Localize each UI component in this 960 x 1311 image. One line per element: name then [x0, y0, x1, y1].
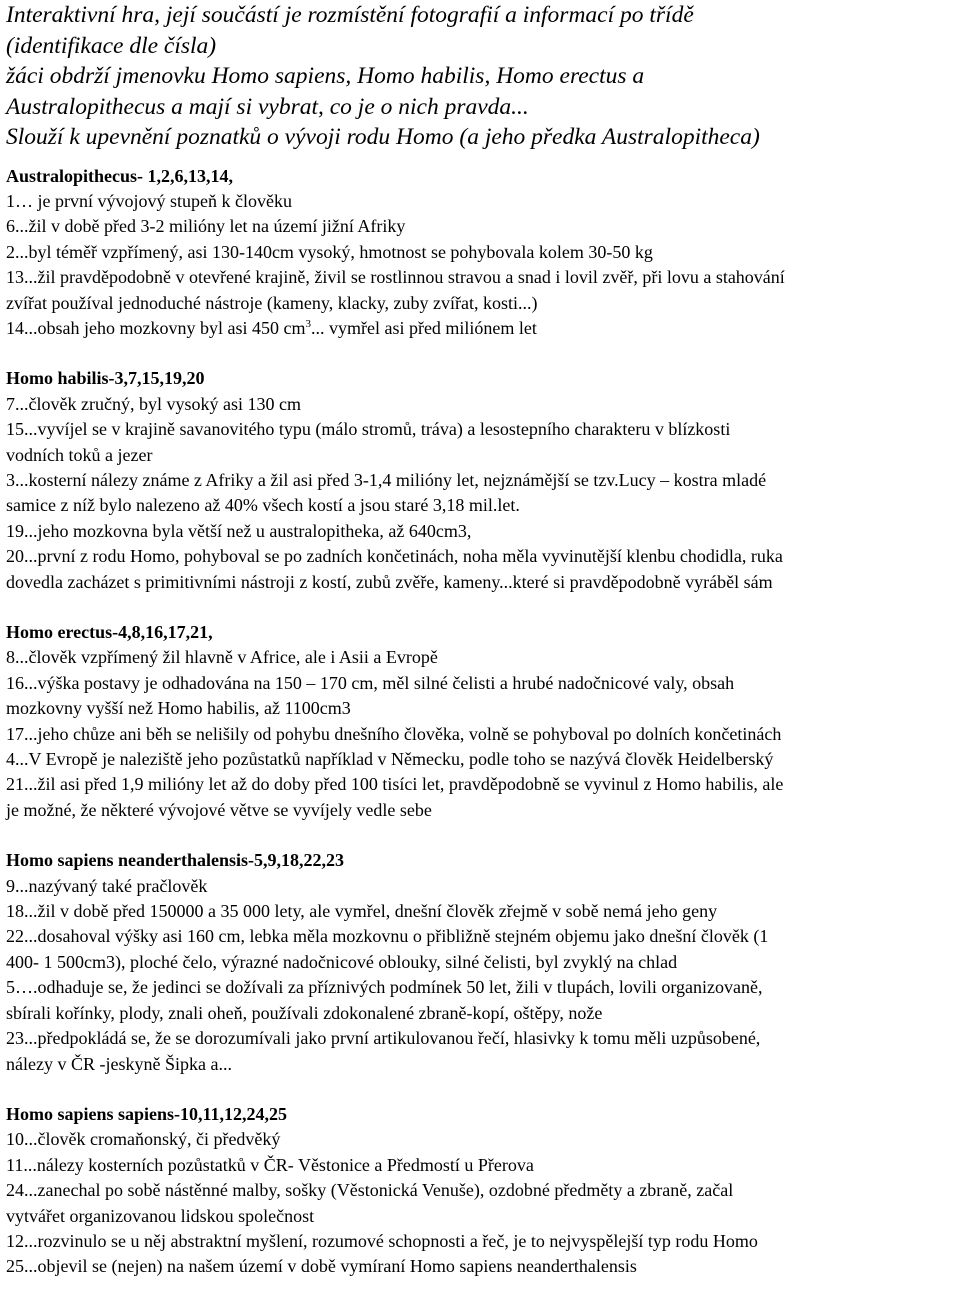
intro-paragraph [6, 0, 956, 153]
text-line: mozkovny vyšší než Homo habilis, až 1100cm3 [6, 698, 351, 719]
text-line: 23...předpokládá se, že se dorozumívali jako první artikulovanou řečí, hlasivky k tomu měli uzpůsobené, [6, 1028, 761, 1049]
section-homo-habilis [6, 366, 956, 595]
text-line: 3...kosterní nálezy známe z Afriky a žil asi před 3-1,4 milióny let, nejznámější se tzv.Lucy – kostra mladé [6, 469, 767, 490]
text-line: 400- 1 500cm3), ploché čelo, výrazné nadočnicové oblouky, silné čelisti, byl zvyklý na chlad [6, 951, 678, 972]
text-line: vytvářet organizovanou lidskou společnost [6, 1205, 315, 1226]
text-line: 12...rozvinulo se u něj abstraktní myšlení, rozumové schopnosti a řeč, je to nejvyspělejší typ rodu Homo [6, 1230, 758, 1251]
text-line: 21...žil asi před 1,9 milióny let až do doby před 100 tisíci let, pravděpodobně se vyvinul z Homo habilis, ale [6, 774, 784, 795]
spacer [6, 341, 956, 366]
text-line: 20...první z rodu Homo, pohyboval se po zadních končetinách, noha měla vyvinutější klenbu chodidla, ruka [6, 546, 783, 567]
text-line: 18...žil v době před 150000 a 35 000 lety, ale vymřel, dnešní člověk zřejmě v sobě nemá jeho geny [6, 901, 718, 922]
intro-line: Australopithecus a mají si vybrat, co je o nich pravda... [6, 93, 529, 120]
text-line: vodních toků a jezer [6, 444, 153, 465]
text-line: 2...byl téměř vzpřímený, asi 130-140cm vysoký, hmotnost se pohybovala kolem 30-50 kg [6, 241, 653, 262]
text-line: je možné, že některé vývojové větve se vyvíjely vedle sebe [6, 799, 432, 820]
text-line: 7...člověk zručný, byl vysoký asi 130 cm [6, 393, 301, 414]
spacer [6, 1077, 956, 1102]
section-title: Homo sapiens neanderthalensis-5,9,18,22,23 [6, 850, 345, 871]
text-line: 8...člověk vzpřímený žil hlavně v Africe, ale i Asii a Evropě [6, 647, 438, 668]
text-line: 19...jeho mozkovna byla větší než u australopitheka, až 640cm3, [6, 520, 472, 541]
intro-line: Slouží k upevnění poznatků o vývoji rodu Homo (a jeho předka Australopitheca) [6, 124, 760, 150]
text-line-with-superscript [6, 316, 956, 341]
text-line: 11...nálezy kosterních pozůstatků v ČR- Věstonice a Předmostí u Přerova [6, 1154, 534, 1175]
text-fragment: 14...obsah jeho mozkovny byl asi 450 cm [6, 317, 306, 338]
text-line: 15...vyvíjel se v krajině savanovitého typu (málo stromů, tráva) a lesostepního charakteru v blízkosti [6, 419, 731, 440]
spacer [6, 153, 956, 164]
section-title: Homo habilis-3,7,15,19,20 [6, 368, 205, 389]
text-line: dovedla zacházet s primitivními nástroji z kostí, zubů zvěře, kameny...které si pravděpodobně vyráběl sám [6, 571, 773, 592]
text-line: 10...člověk cromaňonský, či předvěký [6, 1129, 281, 1150]
section-title: Australopithecus- 1,2,6,13,14, [6, 165, 234, 186]
text-line: 24...zanechal po sobě nástěnné malby, sošky (Věstonická Venuše), ozdobné předměty a zbraně, začal [6, 1180, 734, 1201]
spacer [6, 595, 956, 620]
text-line: 1… je první vývojový stupeň k člověku [6, 190, 292, 211]
text-line: 17...jeho chůze ani běh se nelišily od pohybu dnešního člověka, volně se pohyboval po dolních končetinách [6, 723, 782, 744]
superscript: 3 [305, 317, 311, 330]
section-title: Homo erectus-4,8,16,17,21, [6, 622, 213, 642]
section-homo-sapiens-sapiens [6, 1102, 956, 1280]
section-homo-sapiens-neanderthalensis [6, 848, 956, 1077]
text-line: 22...dosahoval výšky asi 160 cm, lebka měla mozkovnu o přibližně stejném objemu jako dnešní člověk (1 [6, 926, 769, 947]
text-line: samice z níž bylo nalezeno až 40% všech kostí a jsou staré 3,18 mil.let. [6, 495, 520, 516]
section-australopithecus [6, 164, 956, 342]
document-page [6, 0, 956, 1280]
text-line: 9...nazývaný také pračlověk [6, 875, 208, 896]
text-line: 6...žil v době před 3-2 milióny let na území jižní Afriky [6, 216, 406, 237]
intro-line: žáci obdrží jmenovku Homo sapiens, Homo habilis, Homo erectus a [6, 63, 645, 89]
text-fragment: ... vymřel asi před miliónem let [310, 317, 537, 338]
intro-line: (identifikace dle čísla) [6, 32, 217, 59]
text-line: zvířat používal jednoduché nástroje (kameny, klacky, zuby zvířat, kosti...) [6, 292, 538, 313]
text-line: sbírali kořínky, plody, znali oheň, používali zdokonalené zbraně-kopí, oštěpy, nože [6, 1002, 603, 1023]
section-homo-erectus [6, 620, 956, 823]
spacer [6, 823, 956, 848]
text-line: 16...výška postavy je odhadována na 150 – 170 cm, měl silné čelisti a hrubé nadočnicové valy, obsah [6, 672, 735, 693]
intro-line: Interaktivní hra, její součástí je rozmístění fotografií a informací po třídě [6, 2, 694, 28]
text-line: 4...V Evropě je naleziště jeho pozůstatků například v Německu, podle toho se nazývá člověk Heidelberský [6, 749, 774, 770]
text-line: 25...objevil se (nejen) na našem území v době vymíraní Homo sapiens neanderthalensis [6, 1256, 637, 1277]
text-line: nálezy v ČR -jeskyně Šipka a... [6, 1053, 232, 1074]
section-title: Homo sapiens sapiens-10,11,12,24,25 [6, 1103, 288, 1124]
text-line: 5….odhaduje se, že jedinci se dožívali za příznivých podmínek 50 let, žili v tlupách, lovili organizovaně, [6, 977, 763, 998]
text-line: 13...žil pravděpodobně v otevřené krajině, živil se rostlinnou stravou a snad i lovil zvěř, při lovu a stahování [6, 267, 785, 288]
